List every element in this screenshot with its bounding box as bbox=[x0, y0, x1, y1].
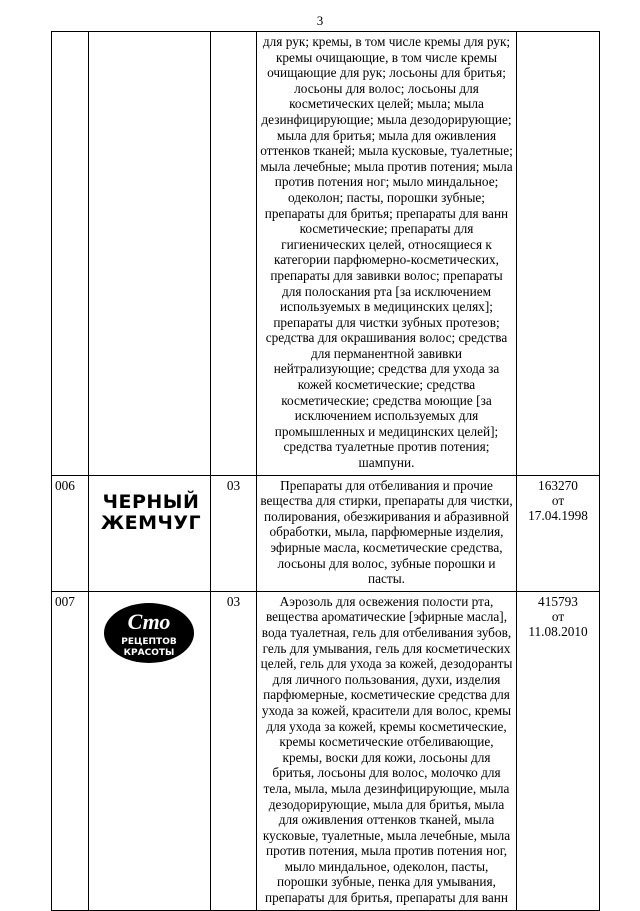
registration-number: 415793 bbox=[538, 593, 578, 609]
registration-number: 163270 bbox=[538, 477, 578, 493]
row-id-cell bbox=[52, 32, 89, 476]
registration-from: от bbox=[551, 608, 565, 624]
trademark-table bbox=[51, 31, 600, 911]
svg-text:КРАСОТЫ: КРАСОТЫ bbox=[123, 647, 175, 658]
table-row bbox=[52, 591, 600, 910]
svg-text:РЕЦЕПТОВ: РЕЦЕПТОВ bbox=[121, 636, 177, 647]
registration-from: от bbox=[551, 492, 565, 508]
registration-date: 11.08.2010 bbox=[528, 623, 588, 639]
logo-cell bbox=[89, 475, 211, 591]
class-cell: 03 bbox=[211, 475, 257, 591]
registration-date: 17.04.1998 bbox=[528, 507, 588, 523]
page-number: 3 bbox=[316, 13, 324, 28]
goods-cell: Препараты для отбеливания и прочие вещества для стирки, препараты для чистки, полирования, обезжиривания и абразивной обработки, мыла, парфюмерные изделия, эфирные масла, косметические средства, лосьоны для волос, зубные порошки и пасты. bbox=[257, 475, 517, 591]
table-row bbox=[52, 475, 600, 591]
svg-text:Сто: Сто bbox=[127, 608, 171, 634]
class-cell: 03 bbox=[211, 591, 257, 910]
class-cell bbox=[211, 32, 257, 476]
registration-cell bbox=[517, 32, 600, 476]
logo-cell bbox=[89, 32, 211, 476]
row-id-cell: 006 bbox=[52, 475, 89, 591]
sto-retseptov-krasoty-logo bbox=[103, 602, 210, 668]
chernyi-zhemchug-logo: ЧЕРНЫЙ ЖЕМЧУГ bbox=[100, 490, 202, 534]
registration-cell bbox=[517, 591, 600, 910]
table-row bbox=[52, 32, 600, 476]
row-id-cell: 007 bbox=[52, 591, 89, 910]
goods-cell: для рук; кремы, в том числе кремы для рук; кремы очищающие, в том числе кремы очищающие для рук; лосьоны для бритья; лосьоны для волос; лосьоны для косметических целей; мыла; мыла дезинфицирующие; мыла дезодорирующие; мыла для бритья; мыла для оживления оттенков тканей; мыла кусковые, туалетные; мыла лечебные; мыла против потения; мыла против потения ног; мыло миндальное; одеколон; пасты, порошки зубные; препараты для бритья; препараты для ванн косметические; препараты для гигиенических целей, относящиеся к категории парфюмерно-косметических, препараты для завивки волос; препараты для полоскания рта [за исключением используемых в медицинских целях]; препараты для чистки зубных протезов; средства для окрашивания волос; средства для перманентной завивки нейтрализующие; средства для ухода за кожей косметические; средства косметические; средства моющие [за исключением используемых для промышленных и медицинских целей]; средства туалетные против потения; шампуни. bbox=[257, 32, 517, 476]
registration-cell bbox=[517, 475, 600, 591]
logo-cell bbox=[89, 591, 211, 910]
goods-cell: Аэрозоль для освежения полости рта, вещества ароматические [эфирные масла], вода туалетная, гель для отбеливания зубов, гель для умывания, гель для косметических целей, гель для ухода за кожей, дезодоранты для личного пользования, духи, изделия парфюмерные, косметические средства для ухода за кожей, красители для волос, кремы для ухода за кожей, кремы косметические, кремы косметические отбеливающие, кремы, воски для кожи, лосьоны для бритья, лосьоны для волос, молочко для тела, мыла, мыла дезинфицирующие, мыла дезодорирующие, мыла для бритья, мыла для оживления оттенков тканей, мыла кусковые, туалетные, мыла лечебные, мыла против потения, мыла против потения ног, мыло миндальное, одеколон, пасты, порошки зубные, пенка для умывания, препараты для бритья, препараты для ванн bbox=[257, 591, 517, 910]
